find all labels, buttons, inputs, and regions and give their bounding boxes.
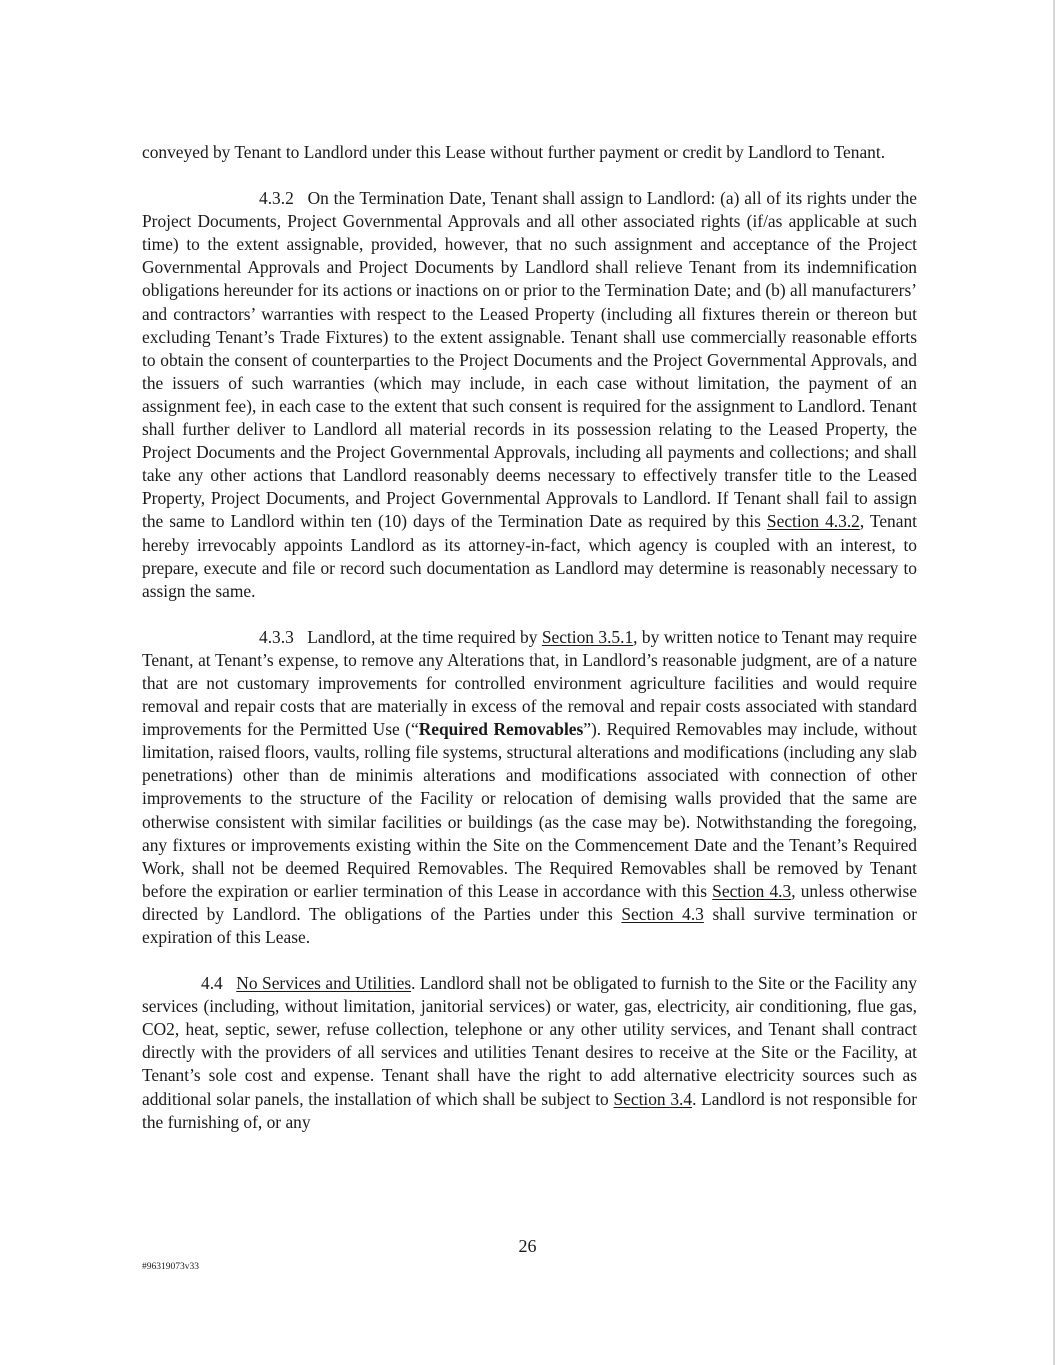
section-number: 4.3.3 — [259, 626, 294, 647]
paragraph-text: . Landlord is not responsible for the furnishing of, or any — [142, 1088, 917, 1132]
paragraph-4-3-2 — [142, 187, 917, 603]
paragraph-text: . Landlord shall not be obligated to furnish to the Site or the Facility any services (including, without limitation, janitorial services) or water, gas, electricity, air conditioning, flue gas, CO2, heat, septic, sewer, refuse collection, telephone or any other utility services, and Tenant shall contract directly with the providers of all services and utilities Tenant desires to receive at the Site or the Facility, at Tenant’s sole cost and expense. Tenant shall have the right to add alternative electricity sources such as additional solar panels, the installation of which shall be subject to — [142, 973, 917, 1109]
page-number: 26 — [518, 1236, 537, 1256]
paragraph-text: On the Termination Date, Tenant shall assign to Landlord: (a) all of its rights under the Project Documents, Project Governmental Approvals and all other associated rights (if/as applicable at such time) to the extent assignable, provided, however, that no such assignment and acceptance of the Project Governmental Approvals and Project Documents by Landlord shall relieve Tenant from its indemnification obligations hereunder for its actions or inactions on or prior to the Termination Date; and (b) all manufacturers’ and contractors’ warranties with respect to the Leased Property (including all fixtures therein or thereon but excluding Tenant’s Trade Fixtures) to the extent assignable. Tenant shall use commercially reasonable efforts to obtain the consent of counterparties to the Project Documents and the Project Governmental Approvals, and the issuers of such warranties (which may include, in each case without limitation, the payment of an assignment fee), in each case to the extent that such consent is required for the assignment to Landlord. Tenant shall further deliver to Landlord all material records in its possession relating to the Leased Property, the Project Documents and the Project Governmental Approvals, including all payments and collections; and shall take any other actions that Landlord reasonably deems necessary to effectively transfer title to the Leased Property, Project Documents, and Project Governmental Approvals to Landlord. If Tenant shall fail to assign the same to Landlord within ten (10) days of the Termination Date as required by this — [142, 188, 917, 532]
paragraph-text: , by written notice to Tenant may require Tenant, at Tenant’s expense, to remove any Alterations that, in Landlord’s reasonable judgment, are of a nature that are not customary improvements for controlled environment agriculture facilities and would require removal and repair costs that are materially in excess of the removal and repair costs associated with standard improvements for the Permitted Use (“ — [142, 626, 918, 740]
paragraph-text: conveyed by Tenant to Landlord under this Lease without further payment or credit by Landlord to Tenant. — [142, 142, 886, 162]
section-reference-link[interactable]: Section 4.3.2 — [766, 511, 860, 532]
paragraph-4-4 — [142, 972, 917, 1134]
paragraph-4-3-3 — [142, 626, 917, 949]
defined-term: Required Removables — [418, 719, 584, 740]
section-reference-link[interactable]: Section 4.3 — [621, 903, 704, 924]
section-number: 4.3.2 — [259, 188, 294, 209]
section-reference-link[interactable]: Section 4.3 — [712, 880, 792, 901]
document-id: #96319073v33 — [142, 1262, 199, 1272]
section-heading: No Services and Utilities — [236, 973, 412, 994]
paragraph-text: Landlord, at the time required by — [307, 626, 542, 647]
document-body — [142, 141, 917, 1157]
section-number: 4.4 — [201, 973, 223, 994]
section-reference-link[interactable]: Section 3.5.1 — [541, 626, 634, 647]
paragraph-text: , unless otherwise directed by Landlord. The obligations of the Parties under this — [142, 880, 917, 924]
paragraph-text: shall survive termination or expiration of this Lease. — [142, 903, 917, 947]
paragraph-continuation — [142, 141, 917, 164]
paragraph-text: ”). Required Removables may include, without limitation, raised floors, vaults, rolling file systems, structural alterations and modifications (including any slab penetrations) other than de minimis alterations and modifications associated with connection of other improvements to the structure of the Facility or relocation of demising walls provided that the same are otherwise consistent with similar facilities or buildings (as the case may be). Notwithstanding the foregoing, any fixtures or improvements existing within the Site on the Commencement Date and the Tenant’s Required Work, shall not be deemed Required Removables. The Required Removables shall be removed by Tenant before the expiration or earlier termination of this Lease in accordance with this — [142, 719, 917, 901]
paragraph-text: , Tenant hereby irrevocably appoints Landlord as its attorney-in-fact, which agency is coupled with an interest, to prepare, execute and file or record such documentation as Landlord may determine is reasonably necessary to assign the same. — [142, 511, 918, 601]
section-reference-link[interactable]: Section 3.4 — [613, 1088, 693, 1109]
